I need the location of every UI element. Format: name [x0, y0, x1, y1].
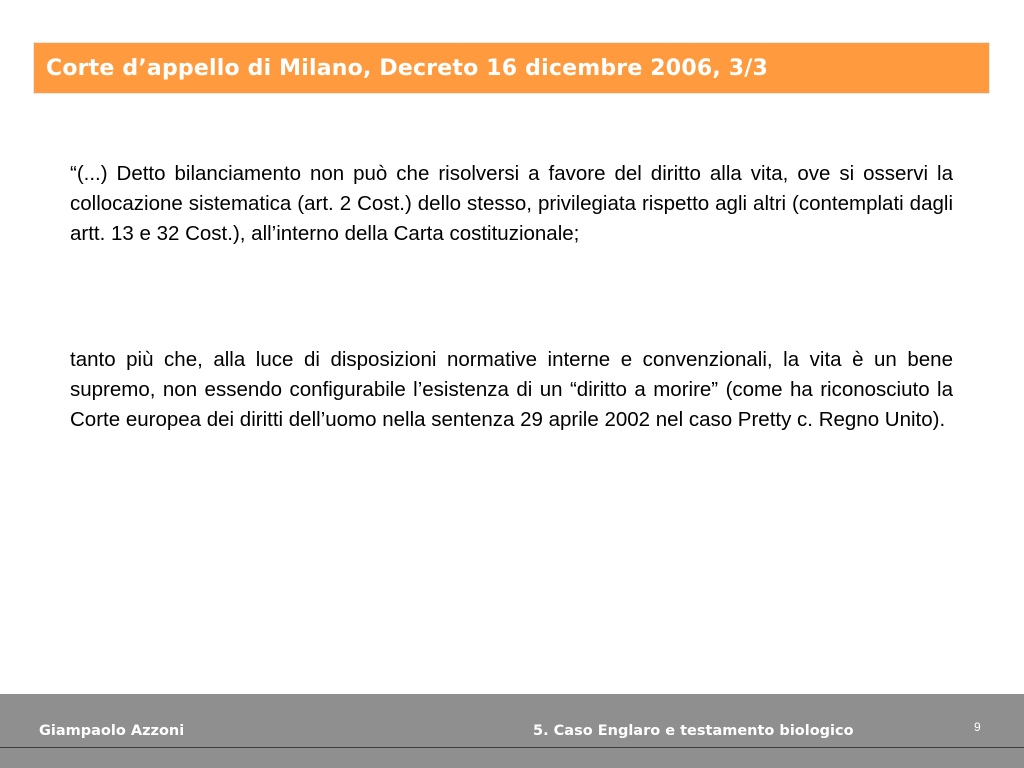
quote-paragraph-2: tanto più che, alla luce di disposizioni normative interne e convenzionali, la vita è un bene supremo, non essendo configurabile l’esistenza di un “diritto a morire” (come ha riconosciuto la Corte europea dei diritti dell’uomo nella sentenza 29 aprile 2002 nel caso Pretty c. Regno Unito). — [70, 348, 953, 431]
footer-author: Giampaolo Azzoni — [39, 723, 185, 739]
page-number: 9 — [974, 720, 981, 734]
slide-title: Corte d’appello di Milano, Decreto 16 dicembre 2006, 3/3 — [46, 55, 768, 81]
quote-paragraph-1: “(...) Detto bilanciamento non può che risolversi a favore del diritto alla vita, ove si osservi la collocazione sistematica (art. 2 Cost.) dello stesso, privilegiata rispetto agli altri (contemplati dagli artt. 13 e 32 Cost.), all’interno della Carta costituzionale; — [70, 162, 953, 245]
footer-divider — [0, 747, 1024, 748]
title-bar — [33, 42, 990, 94]
footer-section-title: 5. Caso Englaro e testamento biologico — [533, 723, 854, 739]
